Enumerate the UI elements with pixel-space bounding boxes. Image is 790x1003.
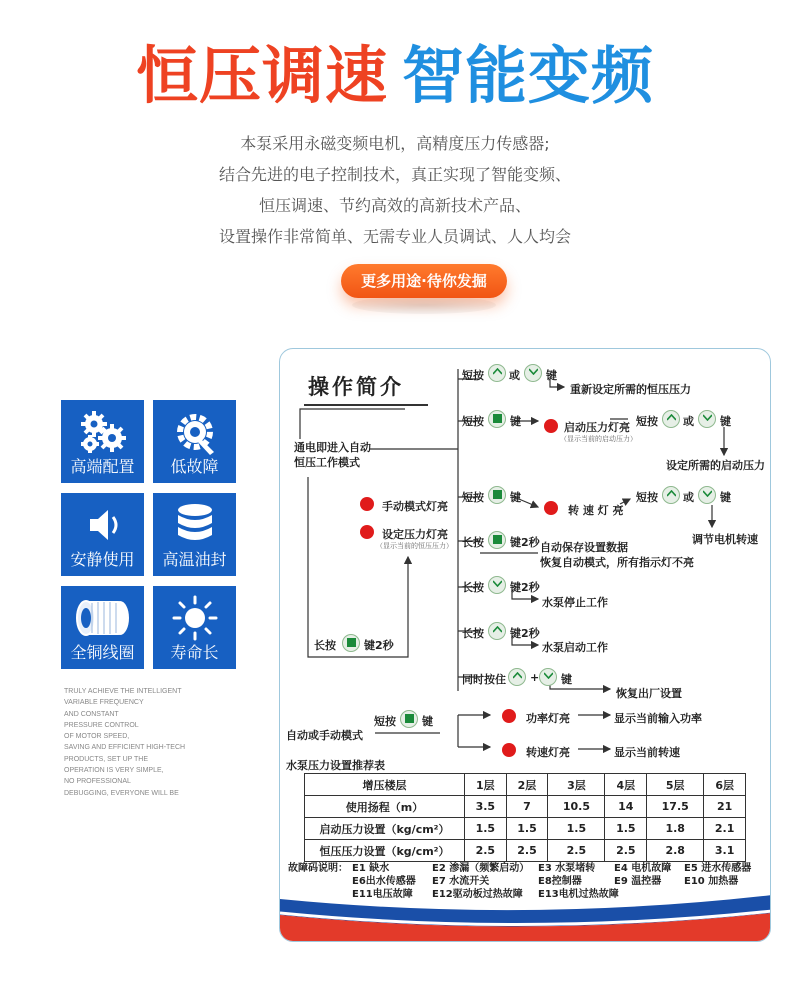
feature-label: 寿命长: [170, 643, 219, 662]
table-cell: 21: [704, 796, 746, 818]
english-line: SAVING AND EFFICIENT HIGH-TECH: [64, 744, 186, 752]
table-cell: 增压楼层: [305, 774, 465, 796]
english-line: OPERATION IS VERY SIMPLE,: [64, 767, 164, 775]
table-cell: 7: [506, 796, 548, 818]
english-line: OF MOTOR SPEED,: [64, 733, 130, 741]
feature-tile-copper-coil: [61, 586, 144, 669]
english-line: PRODUCTS, SET UP THE: [64, 755, 149, 763]
factory-reset-text: 恢复出厂设置: [616, 687, 682, 700]
short-press-label: 短按: [462, 369, 484, 382]
instruction-board: [279, 348, 771, 942]
table-row: [305, 818, 746, 840]
wrench-gear-icon: [153, 406, 236, 458]
show-speed-text: 显示当前转速: [614, 746, 680, 759]
short-press-label: 短按: [636, 415, 658, 428]
or-label: 或: [683, 491, 694, 504]
plus-label: +: [530, 671, 540, 684]
fault-code: E13电机过热故障: [538, 889, 619, 900]
table-cell: 1.5: [548, 818, 605, 840]
speaker-icon: [61, 499, 144, 551]
table-cell: 2.5: [465, 840, 507, 862]
database-icon: [153, 499, 236, 551]
feature-tile-low-failure: [153, 400, 236, 483]
key-label: 键: [510, 415, 521, 428]
table-cell: 使用扬程（m）: [305, 796, 465, 818]
english-line: AND CONSTANT: [64, 710, 119, 718]
set-pressure-note: （显示当前的恒压压力）: [376, 542, 453, 550]
table-cell: 1.5: [465, 818, 507, 840]
up-key-icon: [662, 410, 680, 428]
start-pressure-note: （显示当前的启动压力）: [560, 435, 637, 443]
english-line: NO PROFESSIONAL: [64, 778, 131, 786]
key-2s-label: 键2秒: [364, 639, 394, 652]
table-cell: 2层: [506, 774, 548, 796]
fault-code: E2 渗漏（频繁启动）: [432, 863, 530, 874]
fault-code: E8控制器: [538, 876, 582, 887]
down-key-icon: [488, 576, 506, 594]
or-label: 或: [683, 415, 694, 428]
intro-line: 恒压调速、节约高效的高新技术产品、: [258, 196, 531, 215]
table-cell: 启动压力设置（kg/cm²）: [305, 818, 465, 840]
flow-lines: [280, 349, 771, 769]
speed-led-dot: [544, 501, 558, 515]
table-cell: 2.1: [704, 818, 746, 840]
up-key-icon: [488, 622, 506, 640]
start-pressure-led-dot: [544, 419, 558, 433]
key-label: 键: [422, 715, 433, 728]
table-cell: 2.8: [647, 840, 704, 862]
speed-led-dot-2: [502, 743, 516, 757]
long-press-label: 长按: [314, 639, 336, 652]
feature-tile-oil-seal: [153, 493, 236, 576]
headline-part2: 智能变频: [402, 39, 655, 112]
fault-code: E12驱动板过热故障: [432, 889, 523, 900]
table-cell: 3.5: [465, 796, 507, 818]
feature-label: 全铜线圈: [70, 643, 135, 662]
table-cell: 恒压压力设置（kg/cm²）: [305, 840, 465, 862]
speed-led-text: 转 速 灯 亮: [568, 504, 624, 517]
set-pressure-led-text: 设定压力灯亮: [382, 528, 448, 541]
long-press-label: 长按: [462, 536, 484, 549]
pump-start-text: 水泵启动工作: [542, 641, 608, 654]
fault-code: E7 水流开关: [432, 876, 490, 887]
table-cell: 4层: [605, 774, 647, 796]
feature-label: 高端配置: [70, 457, 135, 476]
table-row: [305, 774, 746, 796]
set-start-pressure-text: 设定所需的启动压力: [666, 459, 765, 472]
feature-label: 低故障: [170, 457, 219, 476]
set-pressure-led-dot: [360, 525, 374, 539]
manual-led-text: 手动模式灯亮: [382, 500, 448, 513]
short-press-label: 短按: [462, 415, 484, 428]
set-key-icon: [488, 531, 506, 549]
auto-manual-text: 自动或手动模式: [286, 729, 363, 742]
set-key-icon: [488, 486, 506, 504]
key-label: 键: [720, 415, 731, 428]
feature-label: 安静使用: [70, 550, 135, 569]
intro-line: 本泵采用永磁变频电机，高精度压力传感器;: [240, 134, 550, 153]
copper-coil-icon: [61, 592, 144, 644]
fault-code: E6出水传感器: [352, 876, 416, 887]
down-key-icon: [524, 364, 542, 382]
power-led-text: 功率灯亮: [526, 712, 570, 725]
intro-text: [0, 128, 790, 252]
short-press-label: 短按: [374, 715, 396, 728]
power-on-text: 通电即进入自动: [294, 441, 371, 454]
table-cell: 1.5: [506, 818, 548, 840]
up-key-icon: [508, 668, 526, 686]
start-pressure-led-text: 启动压力灯亮: [564, 421, 630, 434]
table-cell: 3.1: [704, 840, 746, 862]
fault-code: E10 加热器: [684, 876, 739, 887]
english-line: DEBUGGING, EVERYONE WILL BE: [64, 789, 179, 797]
table-cell: 1.8: [647, 818, 704, 840]
power-led-dot: [502, 709, 516, 723]
down-key-icon: [698, 410, 716, 428]
fault-code: E4 电机故障: [614, 863, 672, 874]
feature-tile-long-life: [153, 586, 236, 669]
key-label: 键: [546, 369, 557, 382]
set-key-icon: [400, 710, 418, 728]
page-headline: [0, 40, 790, 112]
board-stripes: [280, 893, 771, 942]
speed-led-text-2: 转速灯亮: [526, 746, 570, 759]
english-description: [64, 686, 204, 799]
english-line: PRESSURE CONTROL: [64, 721, 139, 729]
feature-label: 高温油封: [162, 550, 227, 569]
table-cell: 14: [605, 796, 647, 818]
pump-stop-text: 水泵停止工作: [542, 596, 608, 609]
key-label: 键: [561, 673, 572, 686]
table-cell: 2.5: [605, 840, 647, 862]
feature-tile-quiet: [61, 493, 144, 576]
table-cell: 2.5: [506, 840, 548, 862]
key-2s-label: 键2秒: [510, 627, 540, 640]
autosave-text: 自动保存设置数据: [540, 541, 628, 554]
english-line: TRULY ACHIEVE THE INTELLIGENT: [64, 688, 182, 695]
intro-line: 设置操作非常简单、无需专业人员调试、人人均会: [218, 227, 571, 246]
reset-pressure-text: 重新设定所需的恒压压力: [570, 383, 691, 396]
sun-icon: [153, 592, 236, 644]
power-on-text-2: 恒压工作模式: [294, 456, 360, 469]
adjust-speed-text: 调节电机转速: [692, 533, 758, 546]
set-key-icon: [488, 410, 506, 428]
up-key-icon: [662, 486, 680, 504]
board-title: 操作简介: [308, 375, 404, 399]
long-press-label: 长按: [462, 627, 484, 640]
headline-part1: 恒压调速: [135, 39, 388, 112]
key-2s-label: 键2秒: [510, 581, 540, 594]
table-row: [305, 796, 746, 818]
fault-code: E5 进水传感器: [684, 863, 752, 874]
set-key-icon: [342, 634, 360, 652]
show-power-text: 显示当前输入功率: [614, 712, 702, 725]
manual-led-dot: [360, 497, 374, 511]
hold-both-label: 同时按住: [462, 673, 506, 686]
table-cell: 6层: [704, 774, 746, 796]
fault-code: E3 水泵堵转: [538, 863, 596, 874]
faults-label: 故障码说明：: [288, 863, 348, 874]
short-press-label: 短按: [636, 491, 658, 504]
fault-code: E9 温控器: [614, 876, 662, 887]
english-line: VARIABLE FREQUENCY: [64, 699, 144, 707]
autosave-text-2: 恢复自动模式，所有指示灯不亮: [540, 556, 694, 569]
or-label: 或: [509, 369, 520, 382]
table-cell: 1层: [465, 774, 507, 796]
table-cell: 1.5: [605, 818, 647, 840]
short-press-label: 短按: [462, 491, 484, 504]
feature-tile-high-end: [61, 400, 144, 483]
up-key-icon: [488, 364, 506, 382]
table-cell: 10.5: [548, 796, 605, 818]
key-2s-label: 键2秒: [510, 536, 540, 549]
table-cell: 5层: [647, 774, 704, 796]
fault-code: E1 缺水: [352, 863, 390, 874]
board-title-underline: [304, 404, 428, 406]
table-cell: 3层: [548, 774, 605, 796]
key-label: 键: [510, 491, 521, 504]
pressure-table: [304, 773, 746, 862]
cta-shadow: [352, 296, 496, 314]
table-title: 水泵压力设置推荐表: [286, 759, 385, 772]
key-label: 键: [720, 491, 731, 504]
down-key-icon: [539, 668, 557, 686]
fault-code: E11电压故障: [352, 889, 413, 900]
long-press-label: 长按: [462, 581, 484, 594]
table-cell: 17.5: [647, 796, 704, 818]
intro-line: 结合先进的电子控制技术，真正实现了智能变频、: [218, 165, 571, 184]
down-key-icon: [698, 486, 716, 504]
table-cell: 2.5: [548, 840, 605, 862]
gears-icon: [61, 406, 144, 458]
cta-button[interactable]: 更多用途·待你发掘: [341, 264, 507, 298]
